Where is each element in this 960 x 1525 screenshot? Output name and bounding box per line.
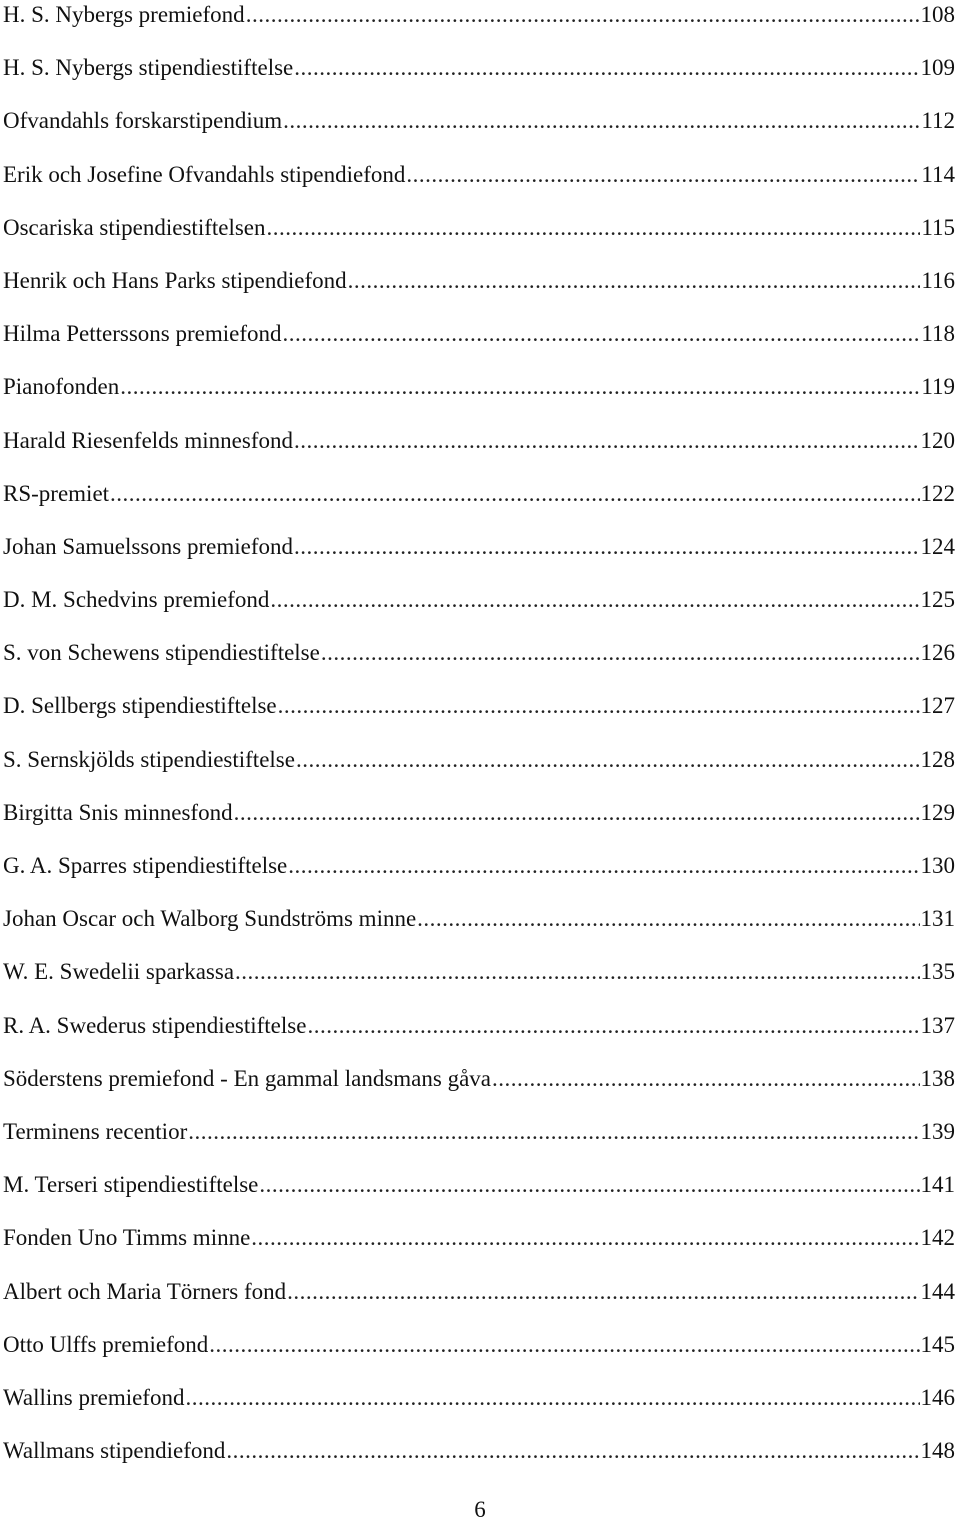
dot-leader — [288, 851, 919, 881]
toc-entry-title: Wallmans stipendiefond — [3, 1438, 226, 1464]
dot-leader — [120, 372, 920, 402]
toc-entry-title: Otto Ulffs premiefond — [3, 1331, 209, 1357]
toc-entry-page: 126 — [920, 640, 955, 666]
toc-entry[interactable] — [3, 1170, 955, 1223]
toc-entry-title: Oscariska stipendiestiftelsen — [3, 214, 266, 240]
toc-entry-title: D. M. Schedvins premiefond — [3, 587, 270, 613]
toc-entry-title: Albert och Maria Törners fond — [3, 1278, 287, 1304]
table-of-contents — [3, 0, 955, 1489]
dot-leader — [406, 160, 920, 190]
toc-entry[interactable] — [3, 691, 955, 744]
toc-entry-title: H. S. Nybergs premiefond — [3, 2, 245, 27]
toc-entry[interactable] — [3, 1330, 955, 1383]
toc-entry-page: 112 — [921, 108, 955, 134]
dot-leader — [296, 745, 920, 775]
toc-entry-title: R. A. Swederus stipendiestiftelse — [3, 1012, 307, 1038]
toc-entry-page: 130 — [920, 853, 955, 878]
dot-leader — [283, 319, 921, 349]
dot-leader — [188, 1117, 919, 1147]
toc-entry-page: 131 — [920, 906, 955, 932]
toc-entry-title: Henrik och Hans Parks stipendiefond — [3, 267, 347, 293]
toc-entry[interactable] — [3, 638, 955, 691]
toc-entry-title: Fonden Uno Timms minne — [3, 1225, 251, 1251]
toc-entry[interactable] — [3, 1117, 955, 1170]
toc-entry[interactable] — [3, 53, 955, 106]
toc-entry-title: Johan Oscar och Walborg Sundströms minne — [3, 906, 417, 932]
toc-entry-page: 119 — [921, 374, 955, 400]
dot-leader — [209, 1330, 919, 1360]
toc-entry[interactable] — [3, 532, 955, 585]
toc-entry[interactable] — [3, 213, 955, 266]
toc-entry[interactable] — [3, 319, 955, 372]
toc-entry-title: G. A. Sparres stipendiestiftelse — [3, 853, 288, 878]
toc-entry[interactable] — [3, 0, 955, 53]
toc-entry[interactable] — [3, 106, 955, 159]
toc-entry-page: 129 — [920, 799, 955, 825]
dot-leader — [267, 213, 921, 243]
dot-leader — [246, 0, 920, 30]
toc-entry-page: 116 — [921, 267, 955, 293]
toc-entry-title: Ofvandahls forskarstipendium — [3, 108, 283, 134]
toc-entry-page: 146 — [920, 1384, 955, 1410]
toc-entry-title: Wallins premiefond — [3, 1384, 185, 1410]
toc-entry-page: 128 — [920, 746, 955, 772]
toc-entry-page: 108 — [920, 2, 955, 27]
dot-leader — [226, 1436, 919, 1466]
dot-leader — [348, 266, 921, 296]
toc-entry-page: 118 — [921, 321, 955, 347]
toc-entry-title: Pianofonden — [3, 374, 120, 400]
toc-entry[interactable] — [3, 798, 955, 851]
toc-entry[interactable] — [3, 426, 955, 479]
toc-entry-title: Söderstens premiefond - En gammal landsmans gåva — [3, 1065, 491, 1091]
toc-entry[interactable] — [3, 1011, 955, 1064]
toc-entry-title: W. E. Swedelii sparkassa — [3, 959, 235, 985]
toc-entry-page: 139 — [920, 1118, 955, 1144]
toc-entry[interactable] — [3, 160, 955, 213]
toc-entry-title: Terminens recentior — [3, 1118, 188, 1144]
toc-entry-title: S. von Schewens stipendiestiftelse — [3, 640, 320, 666]
toc-entry[interactable] — [3, 1383, 955, 1436]
toc-entry-page: 137 — [920, 1012, 955, 1038]
toc-entry-page: 135 — [920, 959, 955, 985]
toc-entry-title: M. Terseri stipendiestiftelse — [3, 1172, 259, 1198]
toc-entry[interactable] — [3, 851, 955, 904]
dot-leader — [185, 1383, 919, 1413]
toc-entry-title: Birgitta Snis minnesfond — [3, 799, 233, 825]
toc-entry-title: Hilma Petterssons premiefond — [3, 321, 282, 347]
toc-entry-page: 148 — [920, 1438, 955, 1464]
toc-entry-page: 125 — [920, 587, 955, 613]
dot-leader — [235, 957, 919, 987]
dot-leader — [417, 904, 919, 934]
dot-leader — [110, 479, 919, 509]
toc-entry[interactable] — [3, 745, 955, 798]
toc-entry-page: 114 — [921, 161, 955, 187]
page-number: 6 — [474, 1497, 486, 1522]
toc-entry[interactable] — [3, 957, 955, 1010]
toc-entry-page: 145 — [920, 1331, 955, 1357]
toc-entry-title: Erik och Josefine Ofvandahls stipendiefond — [3, 161, 406, 187]
toc-entry-page: 144 — [920, 1278, 955, 1304]
toc-entry[interactable] — [3, 1436, 955, 1489]
toc-entry[interactable] — [3, 266, 955, 319]
toc-entry[interactable] — [3, 372, 955, 425]
dot-leader — [270, 585, 919, 615]
dot-leader — [259, 1170, 919, 1200]
toc-entry-title: Johan Samuelssons premiefond — [3, 533, 294, 559]
dot-leader — [283, 106, 920, 136]
toc-entry-page: 120 — [920, 427, 955, 453]
toc-entry-title: RS-premiet — [3, 480, 110, 506]
dot-leader — [251, 1223, 919, 1253]
dot-leader — [492, 1064, 920, 1094]
dot-leader — [234, 798, 920, 828]
toc-entry-title: Harald Riesenfelds minnesfond — [3, 427, 293, 453]
toc-entry[interactable] — [3, 479, 955, 532]
toc-entry[interactable] — [3, 1064, 955, 1117]
toc-entry-page: 109 — [920, 55, 955, 81]
toc-entry-page: 115 — [921, 214, 955, 240]
toc-entry-title: H. S. Nybergs stipendiestiftelse — [3, 55, 294, 81]
dot-leader — [294, 426, 920, 456]
toc-entry-title: D. Sellbergs stipendiestiftelse — [3, 693, 277, 719]
toc-entry-title: S. Sernskjölds stipendiestiftelse — [3, 746, 295, 772]
toc-entry[interactable] — [3, 904, 955, 957]
toc-entry-page: 122 — [920, 480, 955, 506]
toc-entry[interactable] — [3, 1277, 955, 1330]
toc-entry-page: 141 — [920, 1172, 955, 1198]
dot-leader — [307, 1011, 919, 1041]
dot-leader — [294, 53, 919, 83]
toc-entry[interactable] — [3, 585, 955, 638]
toc-entry-page: 124 — [920, 533, 955, 559]
toc-entry-page: 142 — [920, 1225, 955, 1251]
dot-leader — [278, 691, 920, 721]
dot-leader — [294, 532, 919, 562]
toc-entry-page: 138 — [920, 1065, 955, 1091]
toc-entry-page: 127 — [920, 693, 955, 719]
toc-entry[interactable] — [3, 1223, 955, 1276]
dot-leader — [287, 1277, 919, 1307]
dot-leader — [321, 638, 920, 668]
